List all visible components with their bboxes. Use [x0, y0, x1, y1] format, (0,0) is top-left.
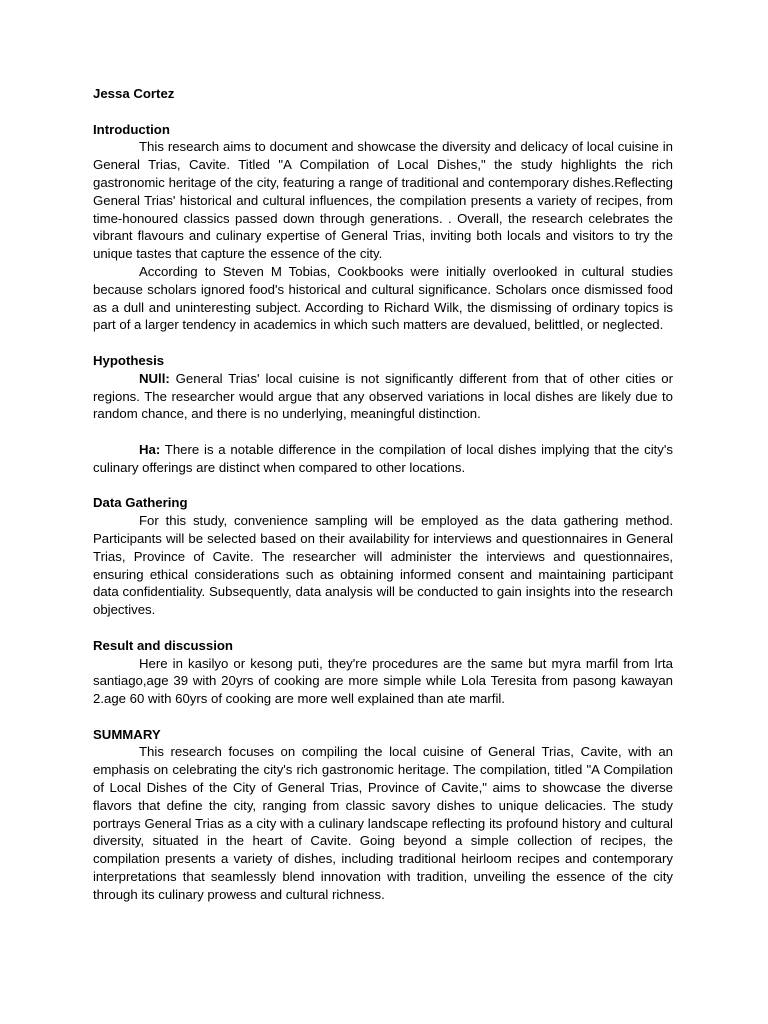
alt-hypothesis-text: There is a notable difference in the compilation of local dishes implying that the city's culinary offerings are distinct when compared to other locations. — [93, 441, 673, 475]
alt-hypothesis-paragraph — [93, 441, 673, 477]
results-section — [93, 637, 673, 708]
data-gathering-paragraph: For this study, convenience sampling will be employed as the data gathering method. Participants will be selected based on their availability for interviews and questionnaires in General Trias, Province of Cavite. The researcher will administer the interviews and questionnaires, ensuring ethical considerations such as obtaining informed consent and maintaining participant data confidentiality. Subsequently, data analysis will be conducted to gain insights into the research objectives. — [93, 513, 673, 618]
hypothesis-heading: Hypothesis — [93, 352, 165, 368]
spacer — [93, 619, 673, 637]
spacer — [93, 477, 673, 495]
introduction-paragraph-1: This research aims to document and showcase the diversity and delicacy of local cuisine in General Trias, Cavite. Titled "A Compilation of Local Dishes," the study highlights the rich gastronomic heritage of the city, featuring a range of traditional and contemporary dishes.Reflecting General Trias' historical and cultural influences, the compilation presents a variety of recipes, from time-honoured classics passed down through generations. . Overall, the research celebrates the vibrant flavours and culinary expertise of General Trias, inviting both locals and visitors to try the unique tastes that capture the essence of the city. — [93, 139, 673, 262]
introduction-paragraph-2: According to Steven M Tobias, Cookbooks were initially overlooked in cultural studies because scholars ignored food's historical and cultural significance. Scholars once dismissed food as a dull and uninteresting subject. According to Richard Wilk, the dismissing of ordinary topics is part of a larger tendency in academics in which such matters are devalued, belittled, or neglected. — [93, 263, 673, 333]
author-name: Jessa Cortez — [93, 86, 175, 101]
hypothesis-section — [93, 352, 673, 477]
data-gathering-heading: Data Gathering — [93, 495, 188, 511]
document-page — [93, 85, 673, 904]
summary-heading: SUMMARY — [93, 726, 161, 742]
null-hypothesis-paragraph — [93, 370, 673, 423]
introduction-section — [93, 121, 673, 335]
spacer — [93, 423, 673, 441]
null-hypothesis-text: General Trias' local cuisine is not significantly different from that of other cities or regions. The researcher would argue that any observed variations in local dishes are likely due to random chance, and there is no underlying, meaningful distinction. — [93, 370, 673, 422]
introduction-heading: Introduction — [93, 121, 170, 137]
results-paragraph: Here in kasilyo or kesong puti, they're procedures are the same but myra marfil from lrta santiago,age 39 with 20yrs of cooking are more simple while Lola Teresita from pasong kawayan 2.age 60 with 60yrs of cooking are more well explained than ate marfil. — [93, 655, 673, 707]
alt-hypothesis-label: Ha: — [139, 441, 161, 457]
spacer — [93, 334, 673, 352]
spacer — [93, 708, 673, 726]
results-heading: Result and discussion — [93, 637, 233, 653]
null-hypothesis-label: NUll: — [139, 370, 170, 386]
summary-paragraph: This research focuses on compiling the local cuisine of General Trias, Cavite, with an emphasis on celebrating the city's rich gastronomic heritage. The compilation, titled "A Compilation of Local Dishes of the City of General Trias, Province of Cavite," aims to showcase the diverse flavors that define the city, ranging from classic savory dishes to unique delicacies. The study portrays General Trias as a city with a culinary landscape reflecting its profound history and cultural diversity, situated in the heart of Cavite. Going beyond a simple collection of recipes, the compilation presents a variety of dishes, including traditional heirloom recipes and contemporary interpretations that seamlessly blend innovation with tradition, unveiling the essence of the city through its culinary prowess and cultural richness. — [93, 744, 673, 902]
summary-section — [93, 726, 673, 904]
data-gathering-section — [93, 494, 673, 619]
spacer — [93, 103, 673, 121]
